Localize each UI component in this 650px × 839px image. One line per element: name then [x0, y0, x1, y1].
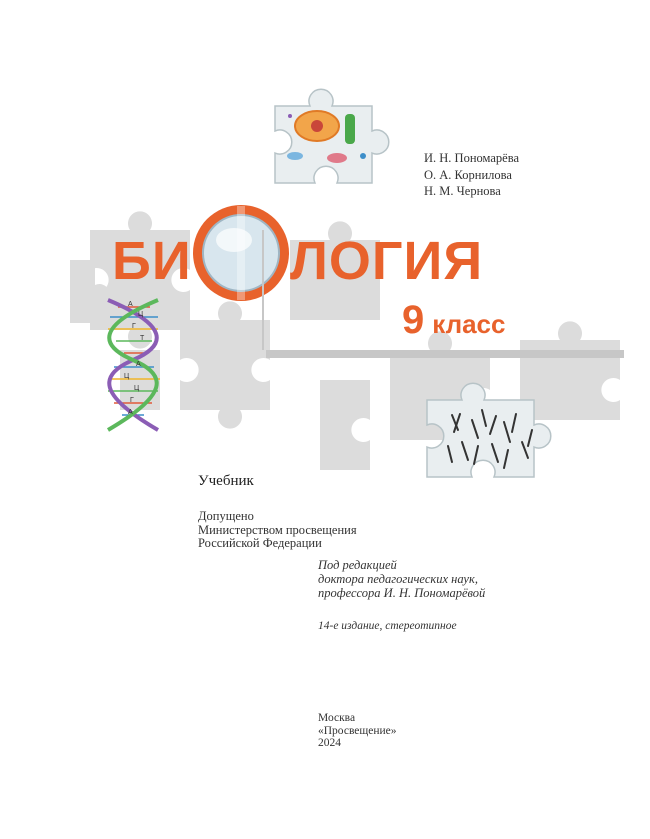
editor-note [318, 558, 485, 600]
svg-text:Г: Г [130, 397, 134, 404]
horizontal-divider [266, 350, 624, 358]
edition-note: 14-е издание, стереотипное [318, 620, 457, 632]
editor-line-2: доктора педагогических наук, [318, 572, 478, 586]
approval-line-3: Российской Федерации [198, 536, 322, 550]
author-1: И. Н. Пономарёва [424, 151, 519, 165]
author-3: Н. М. Чернова [424, 184, 501, 198]
grade-number: 9 [402, 298, 425, 342]
imprint-city: Москва [318, 712, 356, 724]
svg-text:Г: Г [132, 323, 136, 330]
svg-text:Т: Т [140, 335, 145, 342]
editor-line-1: Под редакцией [318, 558, 397, 572]
svg-text:А: А [136, 361, 141, 368]
imprint-year: 2024 [318, 737, 341, 749]
author-2: О. А. Корнилова [424, 167, 512, 182]
svg-text:А: А [128, 301, 133, 308]
title-part-2: ЛОГИЯ [290, 231, 484, 291]
grade-word: класс [432, 309, 506, 339]
svg-text:Ц: Ц [138, 311, 144, 318]
chromosome-puzzle-illustration [412, 380, 572, 490]
cell-puzzle-illustration [255, 86, 415, 196]
approval-note [198, 510, 357, 551]
book-type: Учебник [198, 473, 254, 489]
editor-line-3: профессора И. Н. Пономарёвой [318, 586, 486, 600]
svg-text:Ц: Ц [124, 373, 130, 380]
dna-helix-illustration [88, 295, 178, 435]
imprint-publisher: «Просвещение» [318, 724, 397, 737]
title-part-1: БИ [112, 231, 192, 291]
imprint [318, 712, 397, 750]
approval-line-1: Допущено [198, 509, 254, 523]
svg-text:Ц: Ц [134, 385, 140, 392]
authors-list [424, 150, 519, 200]
vertical-divider [262, 230, 264, 350]
grade-label [402, 298, 505, 343]
magnifier-lens-icon [186, 198, 296, 308]
svg-text:А: А [128, 409, 133, 416]
approval-line-2: Министерством просвещения [198, 522, 357, 537]
